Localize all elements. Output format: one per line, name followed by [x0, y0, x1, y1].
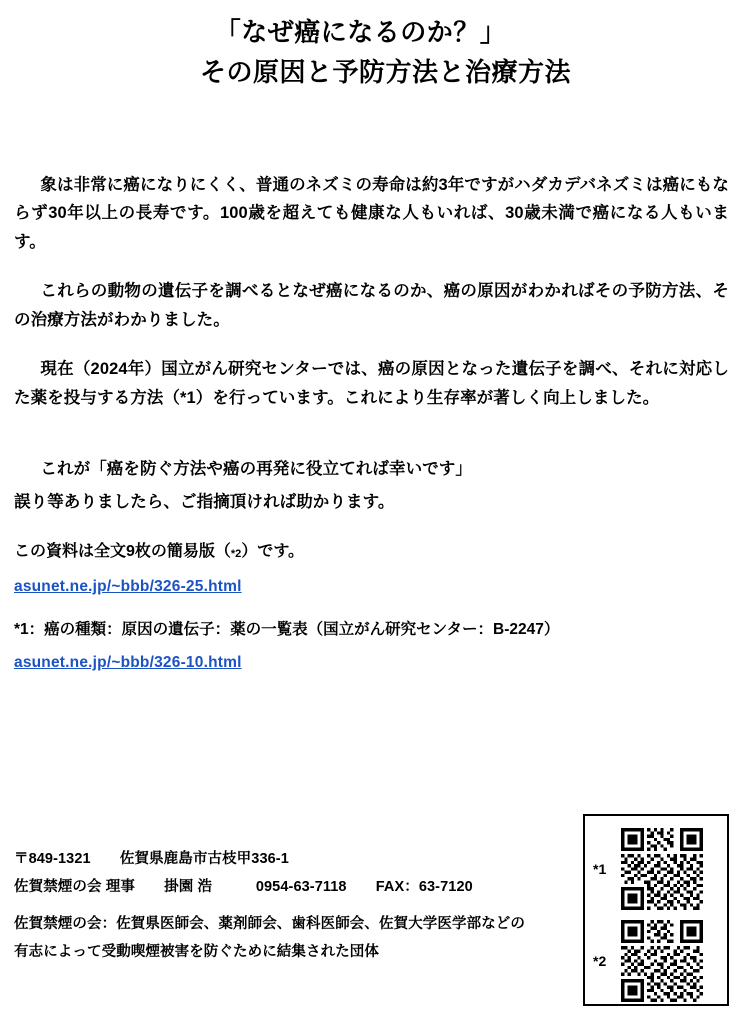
- closing-line-2: 誤り等ありましたら、ご指摘頂ければ助かります。: [14, 492, 395, 511]
- link-326-10[interactable]: asunet.ne.jp/~bbb/326-10.html: [14, 654, 242, 672]
- qr-code-panel: [583, 814, 729, 1006]
- qr-code-2-icon[interactable]: [621, 920, 703, 1002]
- title-line-1: 「なぜ癌になるのか？」: [214, 17, 507, 47]
- paragraph-2: これらの動物の遺伝子を調べるとなぜ癌になるのか、癌の原因がわかればその予防方法、その治療方法がわかりました。: [14, 282, 729, 330]
- footer-contact: [14, 845, 584, 966]
- qr-code-1-icon[interactable]: [621, 828, 703, 910]
- footer-address: 〒849-1321 佐賀県鹿島市古枝甲336-1: [14, 851, 289, 867]
- note-reference-mark: *2: [230, 548, 242, 561]
- qr-entry-2: [593, 920, 703, 1002]
- footnote-1: *1：癌の種類：原因の遺伝子：薬の一覧表（国立がん研究センター：B-2247）: [14, 620, 560, 638]
- paragraph-3: 現在（2024年）国立がん研究センターでは、癌の原因となった遺伝子を調べ、それに対応した薬を投与する方法（*1）を行っています。これにより生存率が著しく向上しました。: [14, 359, 729, 407]
- closing-line-1: これが「癌を防ぐ方法や癌の再発に役立てれば幸いです」: [40, 459, 472, 478]
- spacer: [14, 433, 729, 455]
- qr-label-2: *2: [593, 953, 607, 969]
- note-suffix: ）です。: [241, 543, 305, 561]
- link-326-25[interactable]: asunet.ne.jp/~bbb/326-25.html: [14, 577, 242, 595]
- footer-description-line-1: 佐賀禁煙の会：佐賀県医師会、薬剤師会、歯科医師会、佐賀大学医学部などの: [14, 915, 525, 932]
- simplified-version-note: [14, 538, 729, 565]
- note-prefix: この資料は全文9枚の簡易版（: [14, 543, 231, 561]
- paragraph-1: 象は非常に癌になりにくく、普通のネズミの寿命は約3年ですがハダカデバネズミは癌にもならず30年以上の長寿です。100歳を超えても健康な人もいれば、30歳未満で癌になる人もいます。: [14, 175, 729, 252]
- document-body: [0, 171, 751, 673]
- footer-organization: 佐賀禁煙の会 理事 掛園 浩 0954-63-7118 FAX：63-7120: [14, 879, 473, 896]
- document-title: [0, 0, 751, 93]
- qr-label-1: *1: [593, 861, 607, 877]
- qr-entry-1: [593, 828, 703, 910]
- footer-description-line-2: 有志によって受動喫煙被害を防ぐために結集された団体: [14, 943, 379, 960]
- title-line-2: その原因と予防方法と治療方法: [199, 57, 571, 88]
